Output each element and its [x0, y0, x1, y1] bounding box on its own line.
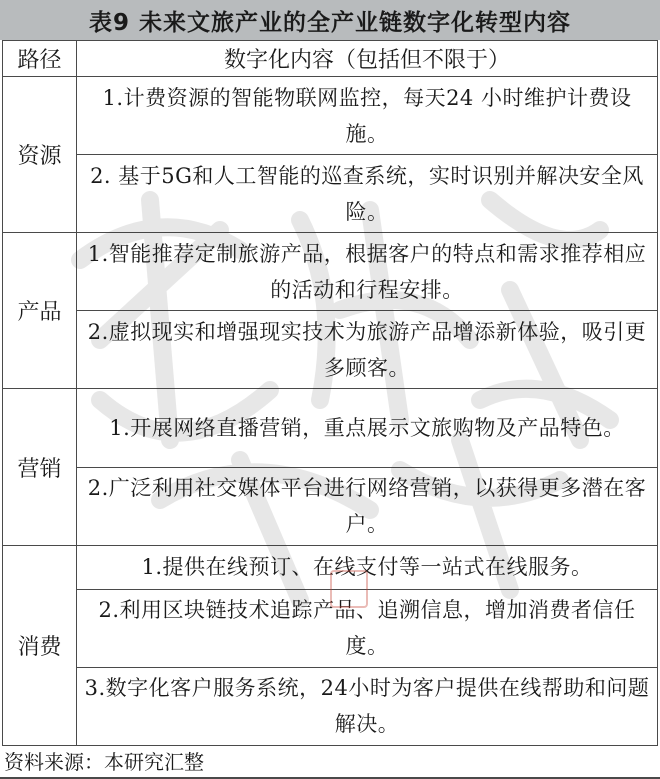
header-path: 路径 [3, 41, 77, 77]
table-header-row [3, 41, 658, 77]
path-cell-resource: 资源 [3, 77, 77, 233]
table-row [3, 389, 658, 467]
content-cell: 1.提供在线预订、在线支付等一站式在线服务。 [77, 545, 658, 589]
content-cell: 1.计费资源的智能物联网监控，每天24 小时维护计费设施。 [77, 77, 658, 155]
content-cell: 2. 基于5G和人工智能的巡查系统，实时识别并解决安全风险。 [77, 155, 658, 233]
table-row [3, 311, 658, 389]
table-row [3, 233, 658, 311]
table-row [3, 467, 658, 545]
table-row [3, 545, 658, 589]
table-title-bar [0, 0, 660, 40]
path-cell-product: 产品 [3, 233, 77, 389]
content-cell: 1.开展网络直播营销，重点展示文旅购物及产品特色。 [77, 389, 658, 467]
table-title: 表9 未来文旅产业的全产业链数字化转型内容 [88, 9, 571, 36]
table-row [3, 667, 658, 745]
table-row [3, 589, 658, 667]
header-content: 数字化内容（包括但不限于） [77, 41, 658, 77]
path-cell-marketing: 营销 [3, 389, 77, 545]
content-cell: 3.数字化客户服务系统，24小时为客户提供在线帮助和问题解决。 [77, 667, 658, 745]
path-cell-consumption: 消费 [3, 545, 77, 745]
table-row [3, 155, 658, 233]
content-cell: 1.智能推荐定制旅游产品，根据客户的特点和需求推荐相应的活动和行程安排。 [77, 233, 658, 311]
content-cell: 2.利用区块链技术追踪产品、追溯信息，增加消费者信任度。 [77, 589, 658, 667]
content-cell: 2.广泛利用社交媒体平台进行网络营销，以获得更多潜在客户。 [77, 467, 658, 545]
content-cell: 2.虚拟现实和增强现实技术为旅游产品增添新体验，吸引更多顾客。 [77, 311, 658, 389]
table-row [3, 77, 658, 155]
content-table [2, 40, 658, 746]
source-note: 资料来源：本研究汇整 [4, 750, 204, 774]
